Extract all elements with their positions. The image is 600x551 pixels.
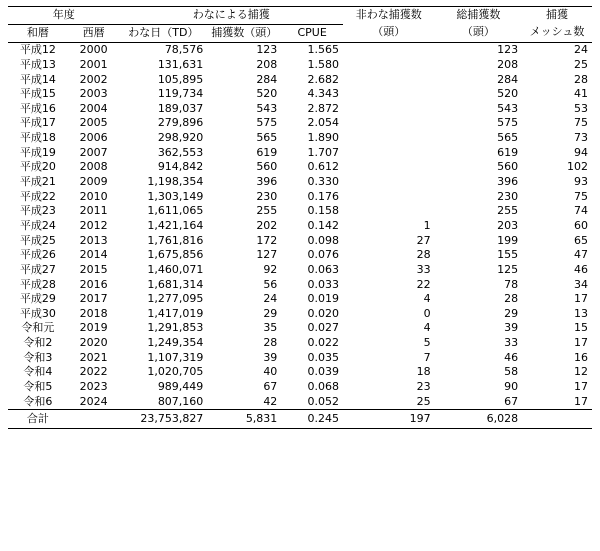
header-total-count: 総捕獲数 — [456, 8, 501, 22]
cell-mesh-count: 65 — [574, 233, 588, 247]
table-row — [8, 234, 592, 249]
header-trap-days: わな日（TD） — [128, 25, 199, 39]
cell-seireki: 2021 — [79, 350, 108, 364]
table-row — [8, 87, 592, 102]
cell-cpue: 1.565 — [307, 43, 339, 57]
cell-mesh-count: 12 — [574, 365, 588, 379]
table-body — [8, 43, 592, 429]
cell-total-count: 619 — [497, 145, 519, 159]
table-row — [8, 175, 592, 190]
cell-nontrap-count: 5 — [423, 336, 431, 350]
cell-wareki: 平成21 — [19, 175, 56, 189]
cell-wareki: 平成24 — [19, 218, 56, 232]
cell-mesh-count: 94 — [574, 145, 588, 159]
cell-wareki: 平成14 — [19, 72, 56, 86]
table-row — [8, 307, 592, 322]
cell-nontrap-count — [343, 146, 435, 161]
cell-wareki: 平成25 — [19, 233, 56, 247]
header-seireki: 西暦 — [82, 25, 105, 39]
table-row — [8, 43, 592, 58]
cell-capture-count: 208 — [256, 57, 278, 71]
cell-trap-days: 807,160 — [157, 394, 204, 408]
cell-cpue: 0.068 — [307, 380, 339, 394]
cell-seireki: 2020 — [79, 336, 108, 350]
table-row — [8, 58, 592, 73]
table-total-row — [8, 410, 592, 429]
cell-total-count: 78 — [504, 277, 519, 291]
cell-total-count: 208 — [497, 57, 519, 71]
cell-seireki: 2009 — [79, 175, 108, 189]
table-header — [8, 7, 592, 43]
cell-mesh-count: 17 — [574, 336, 588, 350]
cell-seireki: 2023 — [79, 380, 108, 394]
cell-wareki: 平成30 — [19, 306, 56, 320]
cell-cpue: 1.580 — [307, 57, 339, 71]
cell-capture-count: 123 — [256, 43, 278, 57]
cell-cpue: 2.054 — [307, 116, 339, 130]
cell-nontrap-count: 27 — [416, 233, 431, 247]
cell-wareki: 平成19 — [19, 145, 56, 159]
cell-trap-days: 1,249,354 — [147, 336, 204, 350]
cell-seireki: 2011 — [79, 204, 108, 218]
cell-nontrap-count — [343, 160, 435, 175]
cell-wareki: 令和6 — [23, 394, 53, 408]
cell-seireki: 2004 — [79, 101, 108, 115]
cell-nontrap-count — [343, 73, 435, 88]
table-row — [8, 395, 592, 410]
cell-seireki: 2002 — [79, 72, 108, 86]
cell-cpue: 1.890 — [307, 131, 339, 145]
cell-trap-days: 1,277,095 — [147, 292, 204, 306]
table-row — [8, 160, 592, 175]
cell-capture-count: 29 — [263, 306, 278, 320]
header-mesh-count: メッシュ数 — [529, 25, 585, 39]
cell-mesh-count: 75 — [574, 189, 588, 203]
cell-seireki: 2019 — [79, 321, 108, 335]
cell-nontrap-count: 25 — [416, 394, 431, 408]
cell-seireki: 2008 — [79, 160, 108, 174]
cell-trap-days: 1,675,856 — [147, 248, 204, 262]
cell-capture-count: 543 — [256, 101, 278, 115]
table-row — [8, 263, 592, 278]
cell-nontrap-count: 23 — [416, 380, 431, 394]
cell-nontrap-count — [343, 190, 435, 205]
cell-total-count: 29 — [504, 306, 519, 320]
cell-mesh-count: 47 — [574, 248, 588, 262]
cell-capture-count: 230 — [256, 189, 278, 203]
cell-mesh-count: 15 — [574, 321, 588, 335]
cell-seireki: 2022 — [79, 365, 108, 379]
cell-total-count: 58 — [504, 365, 519, 379]
cell-cpue: 0.612 — [307, 160, 339, 174]
cell-capture-count: 24 — [263, 292, 278, 306]
table-row — [8, 321, 592, 336]
cell-trap-days: 298,920 — [157, 131, 204, 145]
cell-mesh-count: 73 — [574, 131, 588, 145]
table-row — [8, 73, 592, 88]
table-row — [8, 102, 592, 117]
cell-total-count: 67 — [504, 394, 519, 408]
cell-cpue: 2.872 — [307, 101, 339, 115]
cell-total-count: 155 — [497, 248, 519, 262]
cell-total-count: 39 — [504, 321, 519, 335]
cell-total-nontrap-count: 197 — [409, 412, 431, 426]
cell-seireki: 2012 — [79, 218, 108, 232]
cell-total-count: 396 — [497, 175, 519, 189]
cell-total-count: 33 — [504, 336, 519, 350]
cell-total-capture-count: 5,831 — [245, 412, 278, 426]
cell-mesh-count: 17 — [574, 394, 588, 408]
cell-nontrap-count: 28 — [416, 248, 431, 262]
cell-seireki: 2024 — [79, 394, 108, 408]
table-row — [8, 278, 592, 293]
cell-trap-days: 914,842 — [157, 160, 204, 174]
table-row — [8, 248, 592, 263]
cell-total-count: 199 — [497, 233, 519, 247]
header-wareki: 和暦 — [26, 25, 49, 39]
cell-seireki: 2010 — [79, 189, 108, 203]
cell-capture-count: 202 — [256, 218, 278, 232]
cell-cpue: 0.158 — [307, 204, 339, 218]
table-row — [8, 336, 592, 351]
cell-capture-count: 42 — [263, 394, 278, 408]
cell-capture-count: 284 — [256, 72, 278, 86]
cell-seireki: 2015 — [79, 262, 108, 276]
cell-capture-count: 560 — [256, 160, 278, 174]
cell-trap-days: 1,303,149 — [147, 189, 204, 203]
cell-wareki: 令和3 — [23, 350, 53, 364]
cell-seireki: 2001 — [79, 57, 108, 71]
cell-trap-days: 119,734 — [157, 87, 204, 101]
cell-seireki: 2014 — [79, 248, 108, 262]
cell-capture-count: 92 — [263, 262, 278, 276]
cell-capture-count: 127 — [256, 248, 278, 262]
cell-nontrap-count: 4 — [423, 292, 431, 306]
header-total-unit: （頭） — [461, 25, 495, 39]
cell-seireki: 2006 — [79, 131, 108, 145]
cell-cpue: 1.707 — [307, 145, 339, 159]
cell-mesh-count: 16 — [574, 350, 588, 364]
cell-mesh-count: 46 — [574, 262, 588, 276]
cell-capture-count: 396 — [256, 175, 278, 189]
cell-capture-count: 35 — [263, 321, 278, 335]
cell-nontrap-count: 18 — [416, 365, 431, 379]
table-row — [8, 219, 592, 234]
cell-nontrap-count: 4 — [423, 321, 431, 335]
cell-seireki: 2016 — [79, 277, 108, 291]
cell-total-count: 123 — [497, 43, 519, 57]
cell-total-count: 560 — [497, 160, 519, 174]
cell-total-count: 255 — [497, 204, 519, 218]
cell-total-count: 203 — [497, 218, 519, 232]
cell-total-count: 575 — [497, 116, 519, 130]
cell-total-total-count: 6,028 — [486, 412, 519, 426]
header-nontrap-count: 非わな捕獲数 — [355, 8, 422, 22]
cell-wareki: 平成18 — [19, 131, 56, 145]
cell-seireki: 2018 — [79, 306, 108, 320]
cell-mesh-count: 53 — [574, 101, 588, 115]
header-group-trap-capture: わなによる捕獲 — [119, 7, 342, 25]
cell-wareki: 令和2 — [23, 336, 53, 350]
cell-wareki: 平成20 — [19, 160, 56, 174]
cell-total-count: 565 — [497, 131, 519, 145]
cell-mesh-count: 34 — [574, 277, 588, 291]
cell-wareki: 平成22 — [19, 189, 56, 203]
cell-trap-days: 1,460,071 — [147, 262, 204, 276]
cell-trap-days: 279,896 — [157, 116, 204, 130]
cell-trap-days: 362,553 — [157, 145, 204, 159]
cell-capture-count: 67 — [263, 380, 278, 394]
cell-cpue: 0.039 — [307, 365, 339, 379]
cell-cpue: 0.052 — [307, 394, 339, 408]
cell-mesh-count: 17 — [574, 292, 588, 306]
capture-statistics-table — [8, 6, 592, 429]
cell-mesh-count: 41 — [574, 87, 588, 101]
cell-trap-days: 1,611,065 — [147, 204, 204, 218]
cell-seireki: 2003 — [79, 87, 108, 101]
cell-capture-count: 39 — [263, 350, 278, 364]
cell-cpue: 0.076 — [307, 248, 339, 262]
cell-trap-days: 1,417,019 — [147, 306, 204, 320]
cell-capture-count: 619 — [256, 145, 278, 159]
cell-nontrap-count: 0 — [423, 306, 431, 320]
cell-wareki: 平成27 — [19, 262, 56, 276]
table-row — [8, 380, 592, 395]
cell-cpue: 0.142 — [307, 218, 339, 232]
cell-capture-count: 40 — [263, 365, 278, 379]
cell-wareki: 平成28 — [19, 277, 56, 291]
cell-wareki: 平成15 — [19, 87, 56, 101]
cell-nontrap-count — [343, 87, 435, 102]
cell-mesh-count: 75 — [574, 116, 588, 130]
cell-nontrap-count: 22 — [416, 277, 431, 291]
cell-capture-count: 255 — [256, 204, 278, 218]
header-nontrap-unit: （頭） — [372, 25, 406, 39]
cell-total-count: 125 — [497, 262, 519, 276]
cell-nontrap-count — [343, 102, 435, 117]
cell-nontrap-count — [343, 58, 435, 73]
cell-cpue: 0.020 — [307, 306, 339, 320]
cell-mesh-count: 13 — [574, 306, 588, 320]
cell-wareki: 平成17 — [19, 116, 56, 130]
cell-trap-days: 1,020,705 — [147, 365, 204, 379]
cell-trap-days: 1,681,314 — [147, 277, 204, 291]
cell-nontrap-count — [343, 204, 435, 219]
header-cpue: CPUE — [297, 25, 327, 39]
cell-trap-days: 1,107,319 — [147, 350, 204, 364]
table-row — [8, 190, 592, 205]
cell-seireki: 2005 — [79, 116, 108, 130]
table-row — [8, 204, 592, 219]
cell-nontrap-count: 33 — [416, 262, 431, 276]
cell-total-count: 543 — [497, 101, 519, 115]
cell-nontrap-count — [343, 131, 435, 146]
header-capture-count: 捕獲数（頭） — [211, 25, 278, 39]
cell-mesh-count: 24 — [574, 43, 588, 57]
cell-nontrap-count — [343, 116, 435, 131]
cell-cpue: 0.176 — [307, 189, 339, 203]
header-group-year: 年度 — [8, 7, 119, 25]
header-capture-mesh-top: 捕獲 — [546, 8, 569, 22]
cell-mesh-count: 17 — [574, 380, 588, 394]
cell-capture-count: 28 — [263, 336, 278, 350]
cell-cpue: 0.033 — [307, 277, 339, 291]
cell-capture-count: 575 — [256, 116, 278, 130]
table-row — [8, 365, 592, 380]
cell-capture-count: 565 — [256, 131, 278, 145]
cell-nontrap-count: 1 — [423, 218, 431, 232]
cell-wareki: 平成29 — [19, 292, 56, 306]
cell-total-count: 284 — [497, 72, 519, 86]
cell-wareki: 平成26 — [19, 248, 56, 262]
table-row — [8, 292, 592, 307]
cell-trap-days: 1,421,164 — [147, 218, 204, 232]
cell-trap-days: 78,576 — [164, 43, 204, 57]
cell-seireki: 2007 — [79, 145, 108, 159]
cell-wareki: 平成23 — [19, 204, 56, 218]
table-row — [8, 146, 592, 161]
cell-seireki: 2013 — [79, 233, 108, 247]
cell-seireki: 2017 — [79, 292, 108, 306]
cell-seireki: 2000 — [79, 43, 108, 57]
cell-wareki: 平成16 — [19, 101, 56, 115]
cell-trap-days: 189,037 — [157, 101, 204, 115]
cell-trap-days: 1,291,853 — [147, 321, 204, 335]
cell-capture-count: 56 — [263, 277, 278, 291]
cell-mesh-count: 102 — [567, 160, 588, 174]
cell-capture-count: 172 — [256, 233, 278, 247]
cell-nontrap-count — [343, 43, 435, 58]
cell-mesh-count: 25 — [574, 57, 588, 71]
cell-cpue: 4.343 — [307, 87, 339, 101]
cell-trap-days: 1,198,354 — [147, 175, 204, 189]
cell-cpue: 0.330 — [307, 175, 339, 189]
cell-trap-days: 1,761,816 — [147, 233, 204, 247]
cell-capture-count: 520 — [256, 87, 278, 101]
cell-total-count: 520 — [497, 87, 519, 101]
cell-wareki: 平成13 — [19, 57, 56, 71]
table-row — [8, 131, 592, 146]
cell-cpue: 0.022 — [307, 336, 339, 350]
cell-trap-days: 105,895 — [157, 72, 204, 86]
cell-trap-days: 989,449 — [157, 380, 204, 394]
cell-mesh-count: 74 — [574, 204, 588, 218]
cell-mesh-count: 93 — [574, 175, 588, 189]
cell-total-seireki — [68, 410, 120, 429]
cell-total-count: 230 — [497, 189, 519, 203]
cell-mesh-count: 60 — [574, 218, 588, 232]
cell-cpue: 0.027 — [307, 321, 339, 335]
cell-nontrap-count: 7 — [423, 350, 431, 364]
header-sub-row — [8, 24, 592, 43]
table-row — [8, 351, 592, 366]
cell-wareki: 平成12 — [19, 43, 56, 57]
cell-total-trap-days: 23,753,827 — [140, 412, 204, 426]
cell-cpue: 2.682 — [307, 72, 339, 86]
cell-cpue: 0.063 — [307, 262, 339, 276]
cell-wareki: 令和4 — [23, 365, 53, 379]
cell-cpue: 0.035 — [307, 350, 339, 364]
cell-wareki: 令和5 — [23, 380, 53, 394]
cell-total-cpue: 0.245 — [307, 412, 339, 426]
cell-nontrap-count — [343, 175, 435, 190]
cell-cpue: 0.019 — [307, 292, 339, 306]
table-row — [8, 116, 592, 131]
cell-cpue: 0.098 — [307, 233, 339, 247]
cell-mesh-count: 28 — [574, 72, 588, 86]
cell-trap-days: 131,631 — [157, 57, 204, 71]
cell-wareki: 令和元 — [21, 321, 55, 335]
cell-total-count: 46 — [504, 350, 519, 364]
cell-total-count: 90 — [504, 380, 519, 394]
cell-total-label: 合計 — [26, 412, 49, 426]
cell-total-count: 28 — [504, 292, 519, 306]
header-group-row — [8, 7, 592, 25]
cell-total-mesh-count — [522, 410, 592, 429]
